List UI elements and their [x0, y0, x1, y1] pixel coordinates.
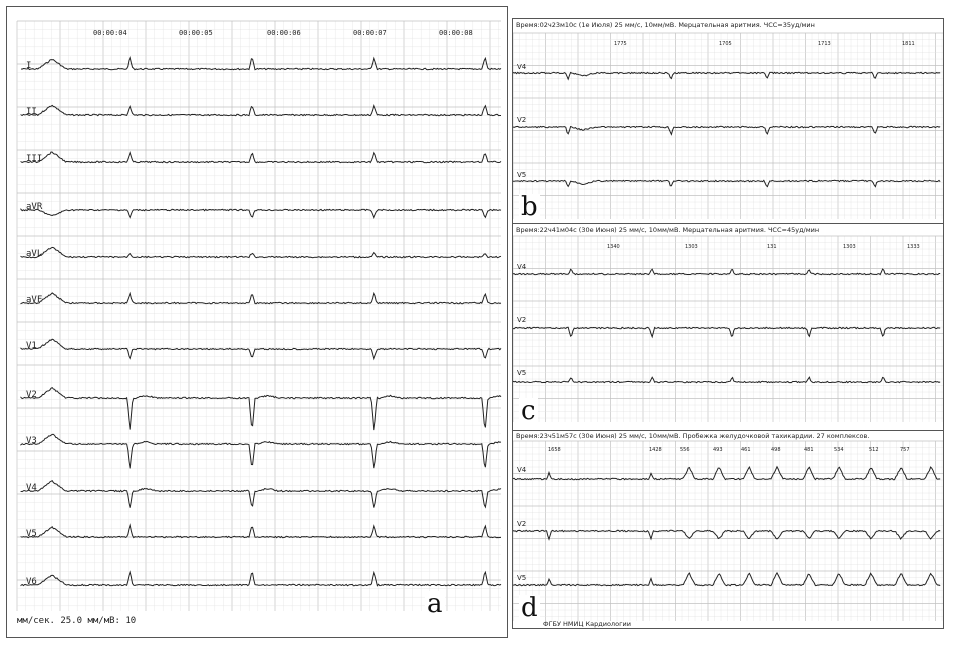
lead-label-V2: V2: [26, 390, 37, 400]
lead-label-V6: V6: [26, 577, 37, 587]
rr-number: 498: [771, 447, 781, 453]
lead-label-V4: V4: [517, 466, 527, 474]
lead-label-V4: V4: [517, 263, 527, 271]
rr-number: 1428: [649, 447, 662, 453]
panel-d-ecg-3-lead: [512, 430, 944, 629]
rr-number: 1333: [907, 244, 920, 250]
time-label: 00:00:07: [353, 29, 387, 37]
time-label: 00:00:08: [439, 29, 473, 37]
ecg-trace-I: [21, 58, 501, 70]
ecg-trace-V3: [21, 434, 501, 468]
ecg-trace-V2: [21, 388, 501, 431]
ecg-strip-b: [513, 19, 943, 227]
panel-label-b: b: [521, 192, 538, 222]
lead-label-aVF: aVF: [26, 295, 43, 305]
time-label: 00:00:05: [179, 29, 213, 37]
rr-number: 1811: [902, 41, 915, 47]
rr-number: 481: [804, 447, 814, 453]
lead-label-V5: V5: [517, 574, 527, 582]
rr-number: 1713: [818, 41, 831, 47]
rr-number: 757: [900, 447, 910, 453]
rr-number: 493: [713, 447, 723, 453]
time-label: 00:00:04: [93, 29, 127, 37]
ecg-trace-V4: [513, 72, 940, 79]
lead-label-V1: V1: [26, 341, 37, 351]
ecg-strip-d: [513, 431, 943, 628]
lead-label-I: I: [26, 61, 32, 71]
panel-label-c: c: [521, 396, 536, 426]
rr-number: 1705: [719, 41, 732, 47]
ecg-trace-V5: [21, 525, 501, 538]
lead-label-V2: V2: [517, 116, 527, 124]
rr-number: 131: [767, 244, 777, 250]
institution-footer: ФГБУ НМИЦ Кардиологии: [543, 620, 631, 628]
time-label: 00:00:06: [267, 29, 301, 37]
lead-label-aVL: aVL: [26, 249, 43, 259]
lead-label-V5: V5: [517, 369, 527, 377]
ecg-trace-V2: [513, 327, 940, 337]
ecg-strip-a: [7, 7, 507, 637]
ecg-trace-V2: [513, 530, 940, 539]
rr-number: 1775: [614, 41, 627, 47]
ecg-trace-V4: [513, 269, 940, 275]
ecg-trace-V5: [513, 180, 940, 186]
ecg-trace-III: [21, 152, 501, 163]
strip-header: Время:02ч23м10с (1е Июля) 25 мм/с, 10мм/мВ. Мерцательная аритмия. ЧСС=35уд/мин: [516, 21, 815, 29]
panel-b-ecg-3-lead: [512, 18, 944, 228]
panel-label-a: a: [427, 589, 443, 619]
ecg-trace-V6: [21, 572, 501, 586]
rr-number: 1658: [548, 447, 561, 453]
lead-label-V5: V5: [26, 529, 37, 539]
lead-label-V5: V5: [517, 171, 527, 179]
strip-header: Время:23ч51м57с (30е Июня) 25 мм/с, 10мм/мВ. Пробежка желудочковой тахикардии. 27 комплексов.: [516, 432, 870, 440]
rr-number: 1303: [685, 244, 698, 250]
rr-number: 1340: [607, 244, 620, 250]
lead-label-III: III: [26, 154, 43, 164]
rr-number: 534: [834, 447, 844, 453]
rr-number: 1303: [843, 244, 856, 250]
lead-label-V4: V4: [26, 483, 37, 493]
panel-c-ecg-3-lead: [512, 223, 944, 431]
lead-label-V3: V3: [26, 436, 37, 446]
rr-number: 556: [680, 447, 690, 453]
lead-label-V2: V2: [517, 520, 527, 528]
rr-number: 512: [869, 447, 879, 453]
lead-label-V2: V2: [517, 316, 527, 324]
ecg-trace-aVR: [21, 209, 501, 217]
ecg-trace-V1: [21, 339, 501, 359]
ecg-trace-V5: [513, 377, 940, 383]
ecg-trace-V5: [513, 573, 940, 586]
rr-number: 461: [741, 447, 751, 453]
strip-header: Время:22ч41м04с (30е Июня) 25 мм/с, 10мм/мВ. Мерцательная аритмия. ЧСС=45уд/мин: [516, 226, 820, 234]
ecg-strip-c: [513, 224, 943, 430]
panel-label-d: d: [521, 593, 538, 623]
lead-label-V4: V4: [517, 63, 527, 71]
panel-a-ecg-12-lead: [6, 6, 508, 638]
lead-label-aVR: aVR: [26, 202, 43, 212]
lead-label-II: II: [26, 107, 37, 117]
ecg-trace-aVF: [21, 293, 501, 304]
calibration-footer: мм/сек. 25.0 мм/мВ: 10: [17, 616, 137, 626]
ecg-trace-aVL: [21, 247, 501, 257]
